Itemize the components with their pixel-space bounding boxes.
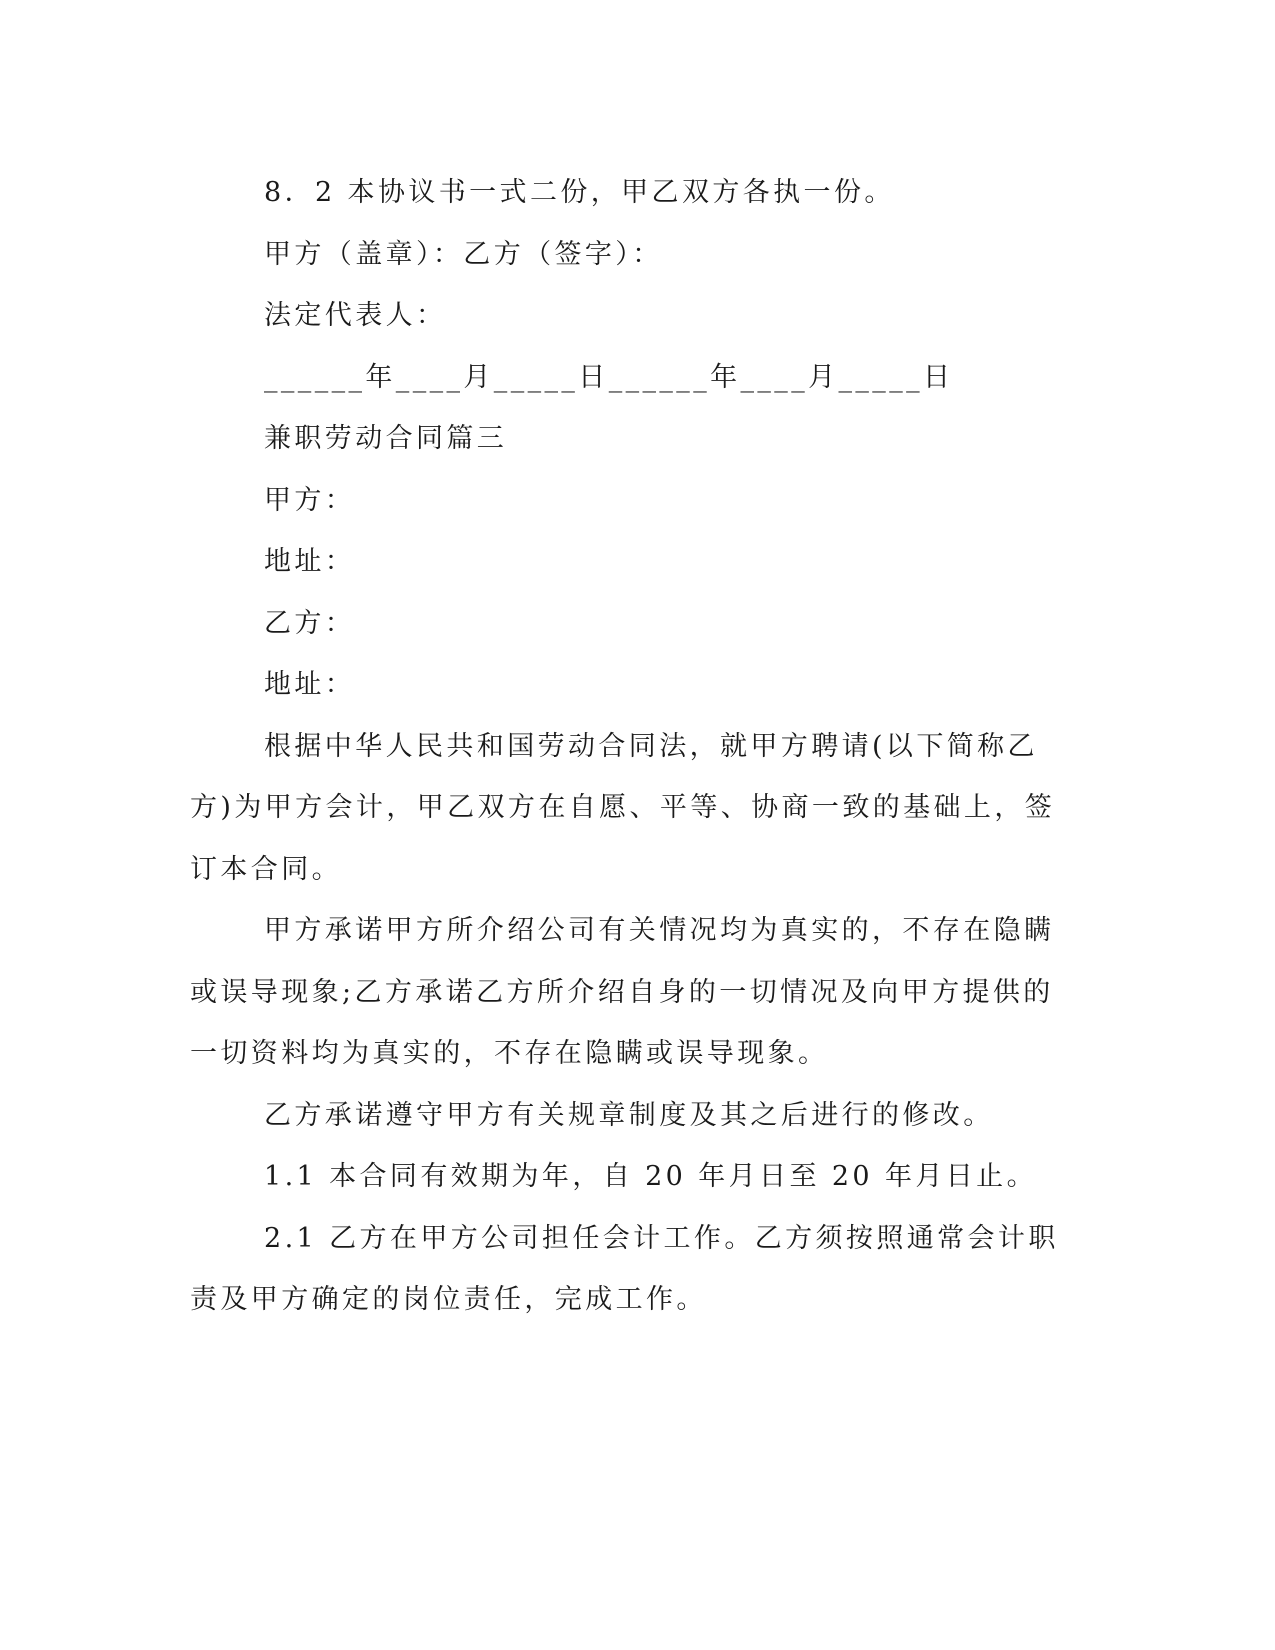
document-body [190, 162, 1070, 1331]
clause-1-1: 1.1 本合同有效期为年，自 20 年月日至 20 年月日止。 [264, 1161, 1037, 1192]
clause-2-1: 2.1 乙方在甲方公司担任会计工作。乙方须按照通常会计职责及甲方确定的岗位责任，完成工作。 [190, 1222, 1059, 1315]
clause-8-2: 8．2 本协议书一式二份，甲乙双方各执一份。 [264, 177, 895, 208]
preamble-paragraph: 根据中华人民共和国劳动合同法，就甲方聘请(以下简称乙方)为甲方会计，甲乙双方在自愿、平等、协商一致的基础上，签订本合同。 [190, 730, 1056, 885]
party-b-address-label: 地址： [264, 669, 356, 700]
legal-representative-line: 法定代表人： [264, 300, 447, 331]
party-a-label: 甲方： [264, 484, 356, 516]
date-blanks-line: ______年____月_____日______年____月_____日 [264, 361, 954, 393]
party-a-address-label: 地址： [264, 546, 356, 577]
party-b-label: 乙方： [264, 607, 356, 639]
rules-compliance-paragraph: 乙方承诺遵守甲方有关规章制度及其之后进行的修改。 [264, 1099, 994, 1131]
signature-parties-line: 甲方（盖章）：乙方（签字）： [264, 238, 663, 270]
section-heading: 兼职劳动合同篇三 [264, 423, 508, 454]
truthfulness-paragraph: 甲方承诺甲方所介绍公司有关情况均为真实的，不存在隐瞒或误导现象;乙方承诺乙方所介绍自身的一切情况及向甲方提供的一切资料均为真实的，不存在隐瞒或误导现象。 [190, 915, 1055, 1069]
